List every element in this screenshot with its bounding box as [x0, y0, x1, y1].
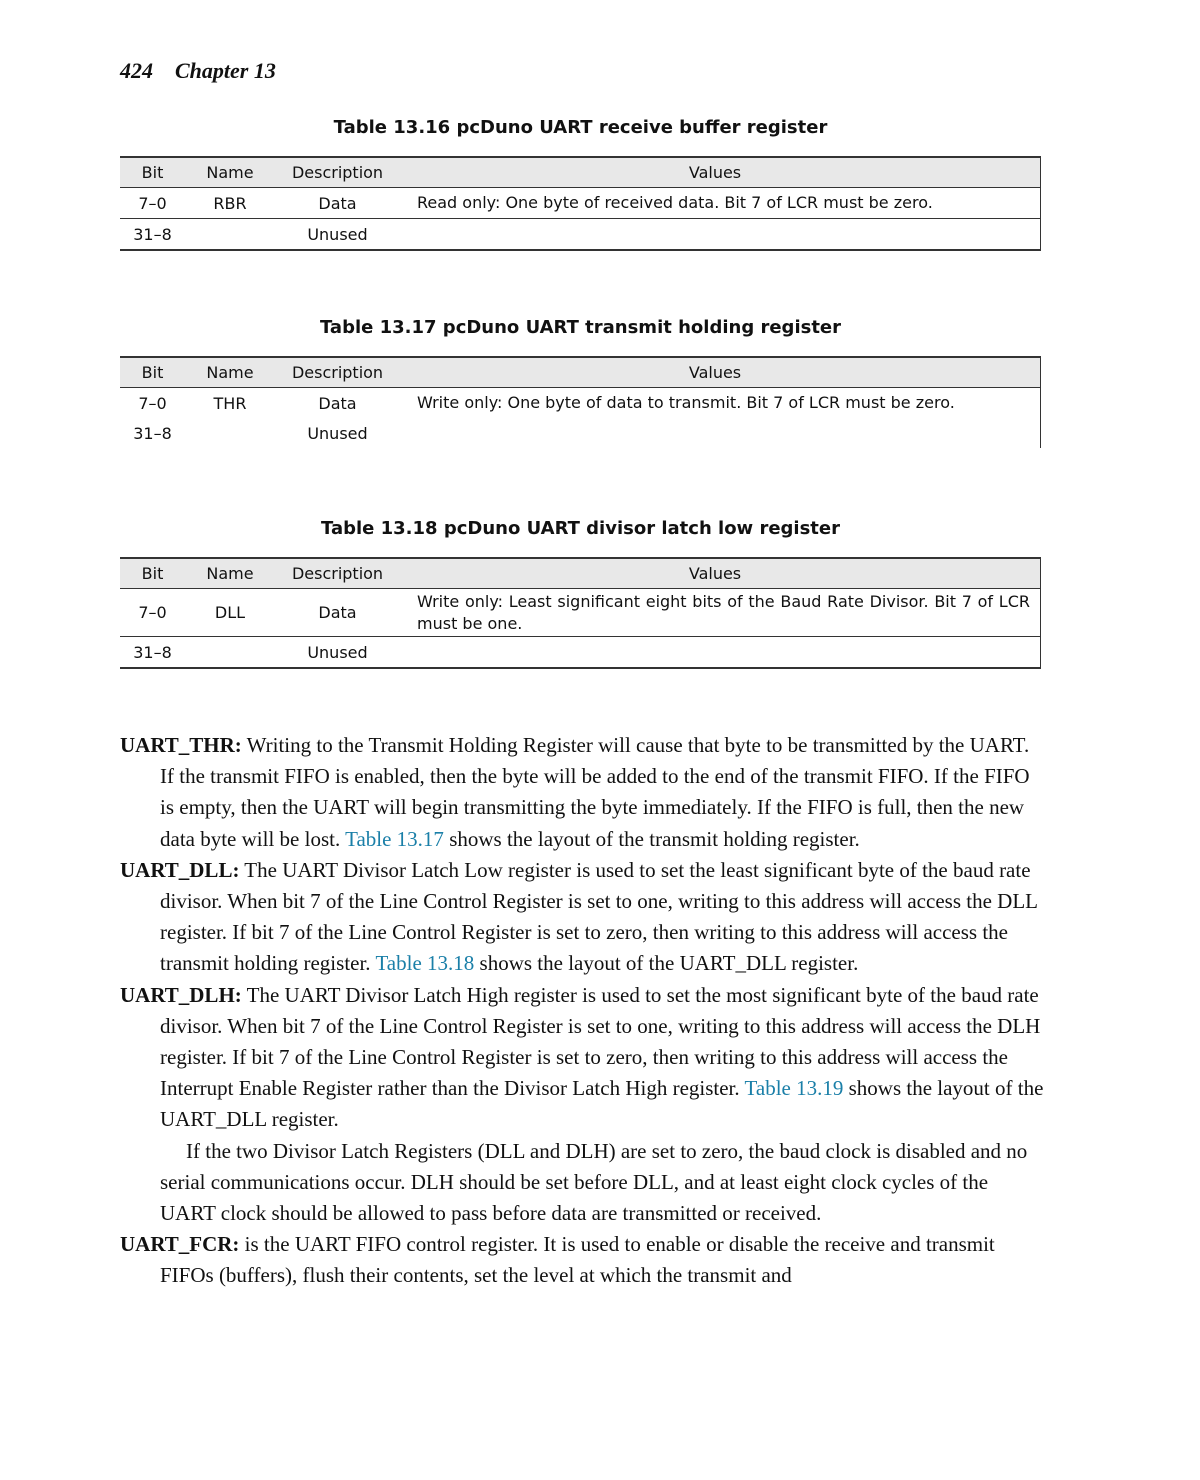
cell-description: Unused: [275, 637, 400, 669]
cell-description: Data: [275, 188, 400, 219]
definition-text: The UART Divisor Latch High register is used to set the most significant byte of the baud rate divisor. When bit 7 of the Line Control Register is set to one, writing to this address will access the DLH register. If bit 7 of the Line Control Register is set to zero, then writing to this address will access the Interrupt Enable Register rather than the Divisor Latch High register.: [160, 982, 1041, 1101]
definition-text: shows the layout of the UART_DLL register.: [474, 951, 859, 976]
cell-values: [400, 637, 1041, 669]
column-header-name: Name: [185, 357, 275, 388]
column-header-bit: Bit: [120, 157, 185, 188]
register-table: [120, 356, 1041, 448]
column-header-description: Description: [275, 558, 400, 589]
column-header-name: Name: [185, 157, 275, 188]
cell-name: DLL: [185, 589, 275, 637]
column-header-values: Values: [400, 357, 1041, 388]
term-label: UART_THR:: [120, 733, 242, 757]
table-row: [120, 418, 1041, 448]
page-number: 424: [120, 58, 153, 83]
table-row: [120, 219, 1041, 251]
table-header-row: [120, 558, 1041, 589]
cell-name: [185, 418, 275, 448]
register-table: [120, 156, 1041, 251]
term-label: UART_FCR:: [120, 1232, 240, 1257]
table-link[interactable]: Table 13.17: [345, 826, 444, 851]
table-row: [120, 388, 1041, 419]
table-caption: Table 13.17 pcDuno UART transmit holding register: [319, 317, 842, 338]
cell-bit: 31–8: [120, 219, 185, 251]
cell-name: [185, 219, 275, 251]
cell-bit: 31–8: [120, 637, 185, 669]
cell-values: [400, 418, 1041, 448]
table-link[interactable]: Table 13.18: [375, 951, 475, 976]
cell-values: Read only: One byte of received data. Bit 7 of LCR must be zero.: [400, 188, 1041, 219]
cell-values: Write only: Least significant eight bits of the Baud Rate Divisor. Bit 7 of LCR must be one.: [400, 589, 1041, 637]
column-header-values: Values: [400, 157, 1041, 188]
cell-bit: 7–0: [138, 393, 167, 413]
cell-values: Write only: One byte of data to transmit. Bit 7 of LCR must be zero.: [400, 388, 1041, 419]
table-link[interactable]: Table 13.19: [744, 1076, 844, 1101]
term-label: UART_DLH:: [120, 982, 242, 1007]
definition-uart-thr: [120, 730, 1045, 855]
column-header-values: Values: [400, 558, 1041, 589]
chapter-title: Chapter 13: [175, 58, 276, 83]
definition-uart-dlh: [120, 980, 1045, 1136]
column-header-description: Description: [275, 157, 400, 188]
column-header-bit: Bit: [120, 357, 185, 388]
cell-values: [400, 219, 1041, 251]
cell-bit: 7–0: [120, 188, 185, 219]
table-caption: Table 13.18 pcDuno UART divisor latch low register: [320, 518, 840, 539]
cell-name: RBR: [185, 188, 275, 219]
definition-text: shows the layout of the transmit holding register.: [443, 826, 860, 851]
definition-text: is the UART FIFO control register. It is used to enable or disable the receive and transmit FIFOs (buffers), flush their contents, set the level at which the transmit and: [160, 1232, 995, 1288]
cell-name: THR: [213, 393, 247, 413]
column-header-name: Name: [185, 558, 275, 589]
table-header-row: [120, 157, 1041, 188]
cell-description: Data: [318, 393, 357, 413]
table-header-row: [120, 357, 1041, 388]
cell-bit: 7–0: [120, 589, 185, 637]
cell-name: [185, 637, 275, 669]
term-label: UART_DLL:: [120, 857, 240, 882]
cell-bit: 31–8: [133, 423, 172, 443]
definition-note: If the two Divisor Latch Registers (DLL and DLH) are set to zero, the baud clock is disabled and no serial communications occur. DLH should be set before DLL, and at least eight clock cycles of the UART clock should be allowed to pass before data are transmitted or received.: [160, 1138, 1028, 1226]
definition-text: shows the layout of the UART_DLL register.: [160, 1076, 1044, 1132]
definition-text: Writing to the Transmit Holding Register will cause that byte to be transmitted by the UART. If the transmit FIFO is enabled, then the byte will be added to the end of the transmit FIFO. If the FIFO is empty, then the UART will begin transmitting the byte immediately. If the FIFO is full, then the new data byte will be lost.: [160, 733, 1030, 851]
table-row: [120, 589, 1041, 637]
table-row: [120, 188, 1041, 219]
definition-text: The UART Divisor Latch Low register is used to set the least significant byte of the baud rate divisor. When bit 7 of the Line Control Register is set to one, writing to this address will access the DLL register. If bit 7 of the Line Control Register is set to zero, then writing to this address will access the transmit holding register.: [160, 857, 1038, 976]
column-header-bit: Bit: [120, 558, 185, 589]
page-header: [120, 58, 276, 84]
definition-uart-fcr: [120, 1229, 1045, 1291]
table-row: [120, 637, 1041, 669]
column-header-description: Description: [275, 357, 400, 388]
definition-uart-dll: [120, 855, 1045, 980]
cell-description: Unused: [307, 423, 368, 443]
register-table: [120, 557, 1041, 669]
table-caption: Table 13.16 pcDuno UART receive buffer register: [333, 117, 828, 138]
cell-description: Unused: [275, 219, 400, 251]
body-text: [120, 730, 1045, 1292]
cell-description: Data: [275, 589, 400, 637]
